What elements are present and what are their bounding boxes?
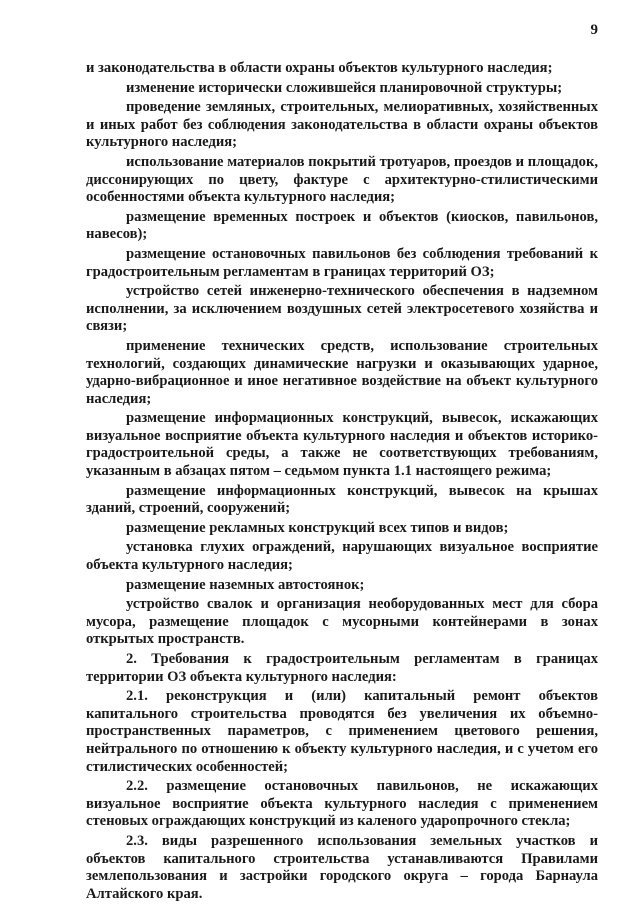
page-number: 9 bbox=[590, 22, 598, 38]
section-heading-paragraph: 2. Требования к градостроительным регламентам в границах территории ОЗ объекта культурного наследия: bbox=[86, 651, 598, 685]
list-item-paragraph: размещение рекламных конструкций всех типов и видов; bbox=[126, 519, 509, 536]
list-item-paragraph: устройство свалок и организация необорудованных мест для сбора мусора, размещение площадок с мусорными контейнерами в зонах открытых пространств. bbox=[86, 596, 598, 648]
document-body bbox=[86, 60, 598, 905]
list-item-paragraph: изменение исторически сложившейся планировочной структуры; bbox=[126, 79, 563, 96]
list-item-paragraph: использование материалов покрытий тротуаров, проездов и площадок, диссонирующих по цвету, фактуре с архитектурно-стилистическими особенностями объекта культурного наследия; bbox=[86, 153, 598, 206]
list-item-paragraph: размещение наземных автостоянок; bbox=[126, 576, 365, 593]
list-item-paragraph: размещение информационных конструкций, вывесок на крышах зданий, строений, сооружений; bbox=[86, 482, 598, 517]
paragraph-continuation: и законодательства в области охраны объектов культурного наследия; bbox=[86, 60, 553, 76]
subsection-paragraph: 2.3. виды разрешенного использования земельных участков и объектов капитального строительства устанавливаются Правилами землепользования и застройки городского округа – города Барнаула Алтайского края. bbox=[86, 832, 598, 902]
list-item-paragraph: размещение остановочных павильонов без соблюдения требований к градостроительным регламентам в границах территорий ОЗ; bbox=[86, 245, 598, 280]
list-item-paragraph: размещение временных построек и объектов (киосков, павильонов, навесов); bbox=[86, 208, 598, 243]
subsection-paragraph: 2.1. реконструкция и (или) капитальный ремонт объектов капитального строительства проводятся без увеличения их объемно-пространственных параметров, с применением цветового решения, нейтрального по отношению к объекту культурного наследия, и с учетом его стилистических особенностей; bbox=[86, 688, 598, 775]
list-item-paragraph: устройство сетей инженерно-технического обеспечения в надземном исполнении, за исключением воздушных сетей электросетевого хозяйства и связи; bbox=[86, 283, 598, 335]
list-item-paragraph: проведение земляных, строительных, мелиоративных, хозяйственных и иных работ без соблюдения законодательства в области охраны объектов культурного наследия; bbox=[86, 99, 598, 151]
subsection-paragraph: 2.2. размещение остановочных павильонов, не искажающих визуальное восприятие объекта культурного наследия с применением стеновых ограждающих конструкций из каленого ударопрочного стекла; bbox=[86, 778, 598, 830]
list-item-paragraph: размещение информационных конструкций, вывесок, искажающих визуальное восприятие объекта культурного наследия и объектов историко-градостроительной среды, а также не соответствующих требованиям, указанным в абзацах пятом – седьмом пункта 1.1 настоящего режима; bbox=[86, 410, 598, 480]
list-item-paragraph: установка глухих ограждений, нарушающих визуальное восприятие объекта культурного наследия; bbox=[86, 539, 598, 574]
list-item-paragraph: применение технических средств, использование строительных технологий, создающих динамические нагрузки и оказывающих ударное, ударно-вибрационное и иное негативное воздействие на объект культурного наследия; bbox=[86, 337, 598, 407]
